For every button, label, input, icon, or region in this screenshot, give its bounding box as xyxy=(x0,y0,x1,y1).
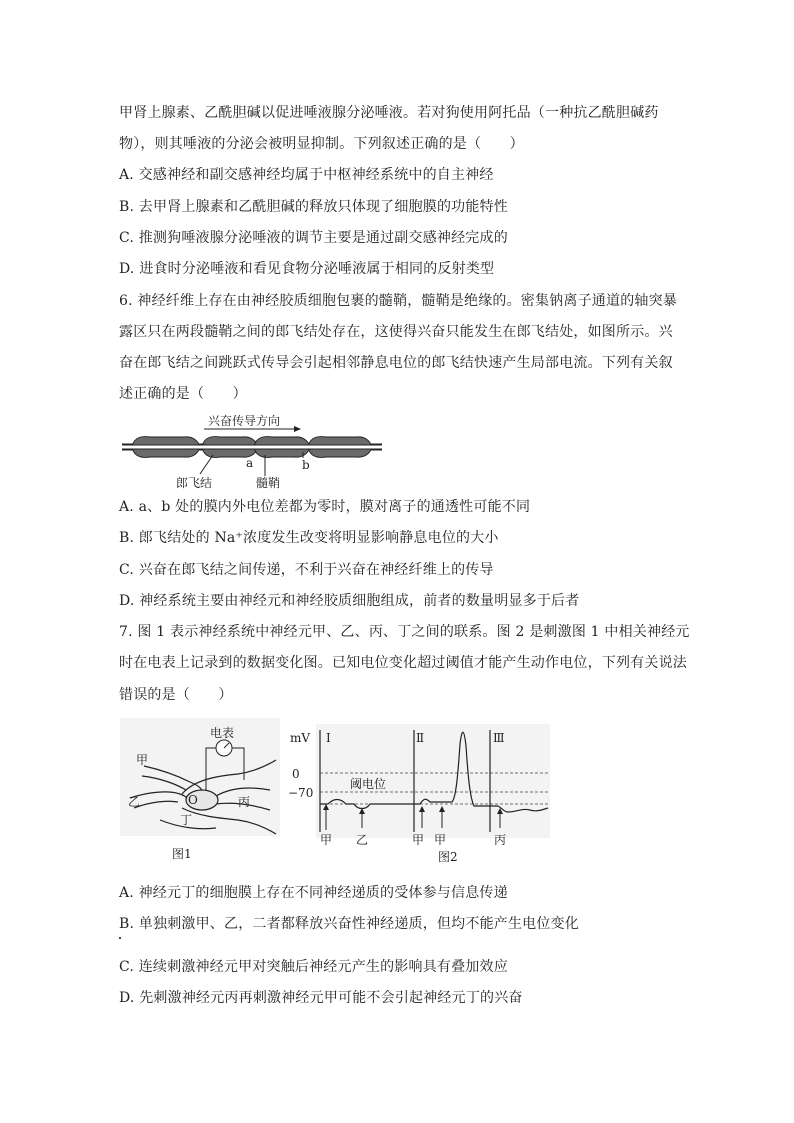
stray-dot xyxy=(119,937,121,939)
point-o-label: O xyxy=(188,793,198,807)
q7-stem-line-2: 时在电表上记录到的数据变化图。已知电位变化超过阈值才能产生动作电位，下列有关说法 xyxy=(119,655,687,671)
q7-stem-line-3: 错误的是（ ） xyxy=(119,687,233,703)
conduction-arrowhead-icon xyxy=(294,426,301,432)
q7-option-b: B. 单独刺激甲、乙，二者都释放兴奋性神经递质，但均不能产生电位变化 xyxy=(119,916,579,932)
q5-option-c: C. 推测狗唾液腺分泌唾液的调节主要是通过副交感神经完成的 xyxy=(119,230,508,246)
stim-label-jia-1: 甲 xyxy=(320,833,333,847)
q5-option-d: D. 进食时分泌唾液和看见食物分泌唾液属于相同的反射类型 xyxy=(119,261,495,277)
nerve-fiber-figure xyxy=(118,408,388,490)
figure-2-caption: 图2 xyxy=(438,850,458,864)
y-unit-label: mV xyxy=(290,731,311,745)
q7-option-a: A. 神经元丁的细胞膜上存在不同神经递质的受体参与信息传递 xyxy=(119,885,508,901)
ranvier-node-label: 郎飞结 xyxy=(176,476,213,490)
stim-label-jia-2: 甲 xyxy=(412,833,425,847)
q6-stem-line-3: 奋在郎飞结之间跳跃式传导会引起相邻静息电位的郎飞结快速产生局部电流。下列有关叙 xyxy=(119,355,673,371)
q6-option-a: A. a、b 处的膜内外电位差都为零时，膜对离子的通透性可能不同 xyxy=(119,499,531,515)
q6-option-d: D. 神经系统主要由神经元和神经胶质细胞组成，前者的数量明显多于后者 xyxy=(119,593,580,609)
point-a-label: a xyxy=(246,456,254,470)
figure-1-caption: 图1 xyxy=(172,847,192,861)
q5-option-a: A. 交感神经和副交感神经均属于中枢神经系统中的自主神经 xyxy=(119,167,494,183)
stim-label-jia-3: 甲 xyxy=(434,833,447,847)
q5-option-b: B. 去甲肾上腺素和乙酰胆碱的释放只体现了细胞膜的功能特性 xyxy=(119,199,508,215)
threshold-label: 阈电位 xyxy=(350,777,387,791)
y-tick-zero: 0 xyxy=(292,767,300,781)
neuron-jia-label: 甲 xyxy=(136,753,149,767)
q5-stem-line-2: 物），则其唾液的分泌会被明显抑制。下列叙述正确的是（ ） xyxy=(119,136,524,152)
q7-option-c: C. 连续刺激神经元甲对突触后神经元产生的影响具有叠加效应 xyxy=(119,959,508,975)
conduction-direction-label: 兴奋传导方向 xyxy=(208,414,281,428)
figure-2-potential-graph xyxy=(286,724,556,864)
section-1-label: Ⅰ xyxy=(326,731,331,745)
y-tick-minus70: −70 xyxy=(288,786,314,800)
q5-stem-line-1: 甲肾上腺素、乙酰胆碱以促进唾液腺分泌唾液。若对狗使用阿托品（一种抗乙酰胆碱药 xyxy=(119,105,659,121)
stim-label-yi: 乙 xyxy=(356,833,369,847)
q7-option-d: D. 先刺激神经元丙再刺激神经元甲可能不会引起神经元丁的兴奋 xyxy=(119,990,523,1006)
neuron-bing-label: 丙 xyxy=(238,795,251,809)
neuron-yi-label: 乙 xyxy=(128,795,141,809)
section-3-label: Ⅲ xyxy=(493,731,505,745)
section-2-label: Ⅱ xyxy=(416,731,425,745)
myelin-sheath-label: 髓鞘 xyxy=(256,476,281,490)
q6-option-c: C. 兴奋在郎飞结之间传递，不利于兴奋在神经纤维上的传导 xyxy=(119,562,494,578)
q6-option-b: B. 郎飞结处的 Na⁺浓度发生改变将明显影响静息电位的大小 xyxy=(119,530,499,546)
meter-label: 电表 xyxy=(210,726,235,740)
q6-stem-line-4: 述正确的是（ ） xyxy=(119,386,247,402)
q6-stem-line-1: 6. 神经纤维上存在由神经胶质细胞包裹的髓鞘，髓鞘是绝缘的。密集钠离子通道的轴突暴 xyxy=(119,293,678,309)
q7-stem-line-1: 7. 图 1 表示神经系统中神经元甲、乙、丙、丁之间的联系。图 2 是刺激图 1 中相关神经元 xyxy=(119,624,690,640)
point-b-label: b xyxy=(302,458,310,472)
stim-label-bing: 丙 xyxy=(494,833,507,847)
figure-1-neuron-diagram xyxy=(120,718,280,866)
q6-stem-line-2: 露区只在两段髓鞘之间的郎飞结处存在，这使得兴奋只能发生在郎飞结处，如图所示。兴 xyxy=(119,324,673,340)
neuron-ding-label: 丁 xyxy=(180,813,193,827)
